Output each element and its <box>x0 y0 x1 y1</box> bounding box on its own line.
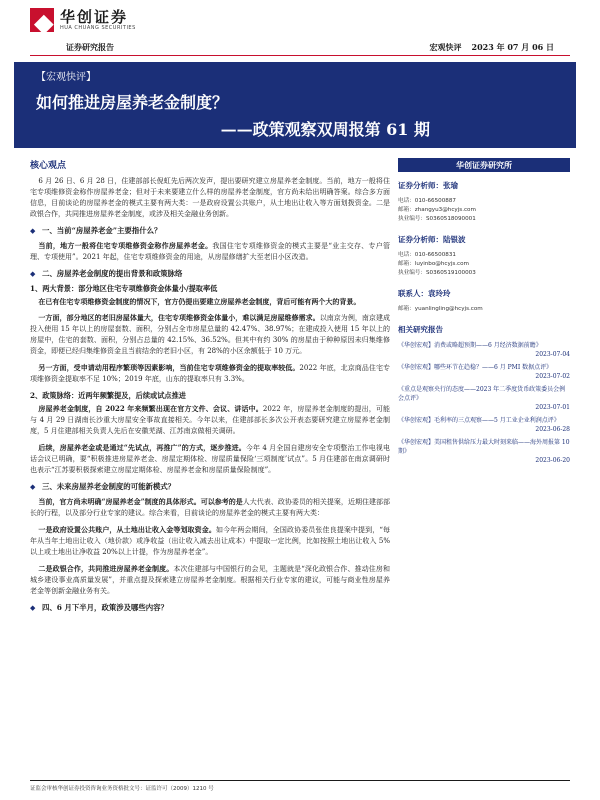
related-report-title[interactable]: 《华创宏观】毛利率的三点观察——5 月工业企业利润点评》 <box>398 417 560 424</box>
intro-paragraph: 6 月 26 日、6 月 28 日，住建部部长倪虹先后两次发声，提出要研究建立房屋养老金制度。当前，地方一般将住宅专项维修资金称作房屋养老金；但对于未来要建立什么样的房屋养老金制度，官方尚未给出明确答案。综合多方面信息，目前谈论的房屋养老金的模式主要有两大类：一是政府设置公共账户，从土地出让收入等方面划拨资金。二是政银合作，共同推进房屋养老金制度，或涉及相关金融业务创新。 <box>30 177 390 218</box>
related-report-title[interactable]: 《华创宏观】哪些环节在趋稳？——6 月 PMI 数据点评》 <box>398 364 553 371</box>
s1-p1-body: 以南京为例，南京建成投入使用 15 年以上的房屋套数、面积，分别占全市房屋总量的 42.47%、38.97%；在建成投入使用 15 年以上的房屋中，住宅的套数、面积，分别占总量的 42.15%、36.52%。但其中有约 30% 的房屋由于种种原因未归集维修资金，即便已经归集维修资金且当前结余的老旧小区，有 28%的小区余额低于 10 万元。 <box>30 314 390 355</box>
header-divider <box>30 55 570 56</box>
s2-p1-body: 2022 年，房屋养老金制度的提出，可能与 4 月 29 日湖南长沙重大房屋安全事故直接相关。今年以来，住建部部长多次公开表态要研究建立房屋养老金制度，5 月住建部相关负责人先后在安徽芜湖、江苏南京做相关调研。 <box>30 405 390 435</box>
diamond-bullet-icon: ◆ <box>30 226 36 235</box>
subsection-2: 2、政策脉络：近两年频繁提及，后续或试点推进 <box>30 391 186 400</box>
question-2-text: 二、房屋养老金制度的提出背景和政策脉络 <box>42 269 183 278</box>
contact-person <box>398 288 570 314</box>
analyst-2-cert: 执业编号：S0360519100003 <box>398 270 476 276</box>
s1-p2-body: 2022 年底，北京商品住宅专项维修资金提取率不足 10%；2019 年底，山东的提取率只有 3.3%。 <box>30 364 391 383</box>
question-3-text: 三、未来房屋养老金制度的可能新模式？ <box>42 482 176 491</box>
report-subtitle: ——政策观察双周报第 61 期 <box>220 120 430 139</box>
s1-p2-lead: 另一方面，受申请动用程序繁琐等因素影响，当前住宅专项维修资金的提取率较低。 <box>38 363 300 372</box>
related-report-date: 2023-07-04 <box>535 351 570 358</box>
institute-heading: 华创证券研究所 <box>398 158 570 172</box>
report-type: 证券研究报告 <box>66 42 114 52</box>
related-report-item[interactable] <box>398 385 570 412</box>
report-category: 宏观快评 <box>429 42 462 52</box>
mode-2-body: 本次住建部与中国银行的会见，主题就是“深化政银合作、推动住房和城乡建设事业高质量发展”，并重点提及探索建立房屋养老金制度。根据相关行业专家的建议，可能与商业性房屋养老金等创新金融业务有关。 <box>30 565 391 595</box>
s2-p2-lead: 后续，房屋养老金或是通过“先试点，再推广”的方式，逐步推进。 <box>38 443 246 452</box>
sidebar <box>398 158 570 469</box>
related-report-title[interactable]: 《华创宏观】消费或略超预期——6 月经济数据前瞻》 <box>398 342 542 349</box>
related-report-item[interactable] <box>398 438 570 465</box>
mode-1 <box>30 524 390 558</box>
related-report-item[interactable] <box>398 363 570 381</box>
analyst-1-cert: 执业编号：S0360518090001 <box>398 216 476 222</box>
main-content <box>30 158 390 617</box>
analyst-2 <box>398 234 570 278</box>
subsection-1-para-2 <box>30 362 390 385</box>
subsection-1-para-1 <box>30 312 390 357</box>
related-report-date: 2023-06-20 <box>535 457 570 464</box>
s2-p2-body: 今年 4 月全国自建房安全专项整治工作电视电话会议已明确，要“积极推进房屋养老金、房屋定期体检、房屋质量保险‘三项制度’试点”。5 月住建部在南京调研时也表示“江苏要积极探索建立房屋定期体检、房屋养老金和房屋质量保险制度”。 <box>30 444 390 474</box>
related-reports-heading: 相关研究报告 <box>398 325 443 334</box>
header-meta <box>430 42 554 53</box>
q3-lead-bold: 当前，官方尚未明确“房屋养老金”制度的具体形式。可以参考的是 <box>38 497 243 506</box>
subsection-2-para-1 <box>30 403 390 437</box>
subsection-1-lead: 在已有住宅专项维修资金制度的情况下，官方仍提出要建立房屋养老金制度，背后可能有两个大的背景。 <box>38 297 361 306</box>
footer-divider <box>30 780 570 781</box>
question-3 <box>30 481 390 492</box>
analyst-2-phone: 电话：010-66500831 <box>398 252 456 258</box>
related-reports-list <box>398 341 570 465</box>
analyst-1-email[interactable]: 邮箱：zhangyu3@hcyjs.com <box>398 207 476 213</box>
answer-1-body: 我国住宅专项维修资金的模式主要是“业主交存、专户管理、专项使用”。2021 年起，住宅专项维修资金的用途，从房屋修缮扩大至老旧小区改造。 <box>30 242 390 261</box>
answer-1 <box>30 240 390 263</box>
footer-disclaimer: 证监会审核华创证券投资咨询业务资格批文号：证监许可（2009）1210 号 <box>30 786 214 792</box>
question-1 <box>30 225 390 236</box>
contact-email[interactable]: 邮箱：yuanlingling@hcyjs.com <box>398 306 483 312</box>
question-1-text: 一、当前“房屋养老金”主要指什么？ <box>42 226 162 235</box>
question-4 <box>30 602 390 613</box>
mode-2 <box>30 563 390 597</box>
logo-name-cn: 华创证券 <box>60 7 129 26</box>
mode-1-lead: 一是政府设置公共账户，从土地出让收入金等划取资金。 <box>38 525 216 534</box>
report-date: 2023 年 07 月 06 日 <box>471 42 554 52</box>
question-4-text: 四、6 月下半月，政策涉及哪些内容？ <box>42 603 168 612</box>
related-report-item[interactable] <box>398 341 570 359</box>
company-logo <box>30 8 136 32</box>
contact-name: 联系人：袁玲玲 <box>398 289 451 298</box>
analyst-1-phone: 电话：010-66500887 <box>398 198 456 204</box>
related-report-item[interactable] <box>398 416 570 434</box>
subsection-2-para-2 <box>30 442 390 476</box>
related-report-date: 2023-06-28 <box>535 426 570 433</box>
s2-p1-lead: 房屋养老金制度，自 2022 年来频繁出现在官方文件、会议、讲话中。 <box>38 404 263 413</box>
mode-1-body: 如今年两会期间，全国政协委员张佳良提案中提到，“每年从当年土地出让收入（地价款）或净收益（出让收入减去出让成本）中提取一定比例，比如按照土地出让收入 5%以上或土地出让净收益 20%以上计提，作为房屋养老金”。 <box>30 526 391 556</box>
related-report-date: 2023-07-01 <box>535 404 570 411</box>
related-report-title[interactable]: 《华创宏观】美国租售供给压力最大时刻来临——海外周报第 10 期》 <box>398 439 570 455</box>
mode-2-lead: 二是政银合作，共同推进房屋养老金制度。 <box>38 564 174 573</box>
core-points-heading: 核心观点 <box>30 161 67 171</box>
analyst-2-name: 证券分析师：陆银波 <box>398 235 466 244</box>
subsection-1: 1、两大背景：部分地区住宅专项维修资金体量小/提取率低 <box>30 284 218 293</box>
report-title: 如何推进房屋养老金制度？ <box>36 93 229 112</box>
title-banner <box>14 62 576 148</box>
logo-mark-icon <box>30 8 54 32</box>
question-3-lead <box>30 496 390 519</box>
logo-text <box>60 9 136 32</box>
related-report-title[interactable]: 《重点是观察央行的态度——2023 年二季度货币政策委员会例会点评》 <box>398 386 566 402</box>
question-2 <box>30 268 390 279</box>
s1-p1-lead: 一方面，部分地区的老旧房屋体量大，住宅专项维修资金体量小，难以满足房屋维修需求。 <box>38 313 320 322</box>
diamond-bullet-icon: ◆ <box>30 603 36 612</box>
answer-1-lead: 当前，地方一般将住宅专项维修资金称作房屋养老金。 <box>38 241 213 250</box>
diamond-bullet-icon: ◆ <box>30 482 36 491</box>
diamond-bullet-icon: ◆ <box>30 269 36 278</box>
analyst-1-name: 证券分析师：张瑜 <box>398 181 458 190</box>
logo-name-en: HUA CHUANG SECURITIES <box>60 24 136 31</box>
analyst-1 <box>398 180 570 224</box>
related-report-date: 2023-07-02 <box>535 373 570 380</box>
page-header <box>0 0 600 60</box>
analyst-2-email[interactable]: 邮箱：luyinbo@hcyjs.com <box>398 261 469 267</box>
banner-tag: 【宏观快评】 <box>36 72 96 83</box>
q3-lead-body: 人大代表、政协委员的相关提案，近期住建部部长的行程，以及部分行业专家的建议。综合来看，目前谈论的房屋养老金的模式主要有两大类： <box>30 498 390 517</box>
